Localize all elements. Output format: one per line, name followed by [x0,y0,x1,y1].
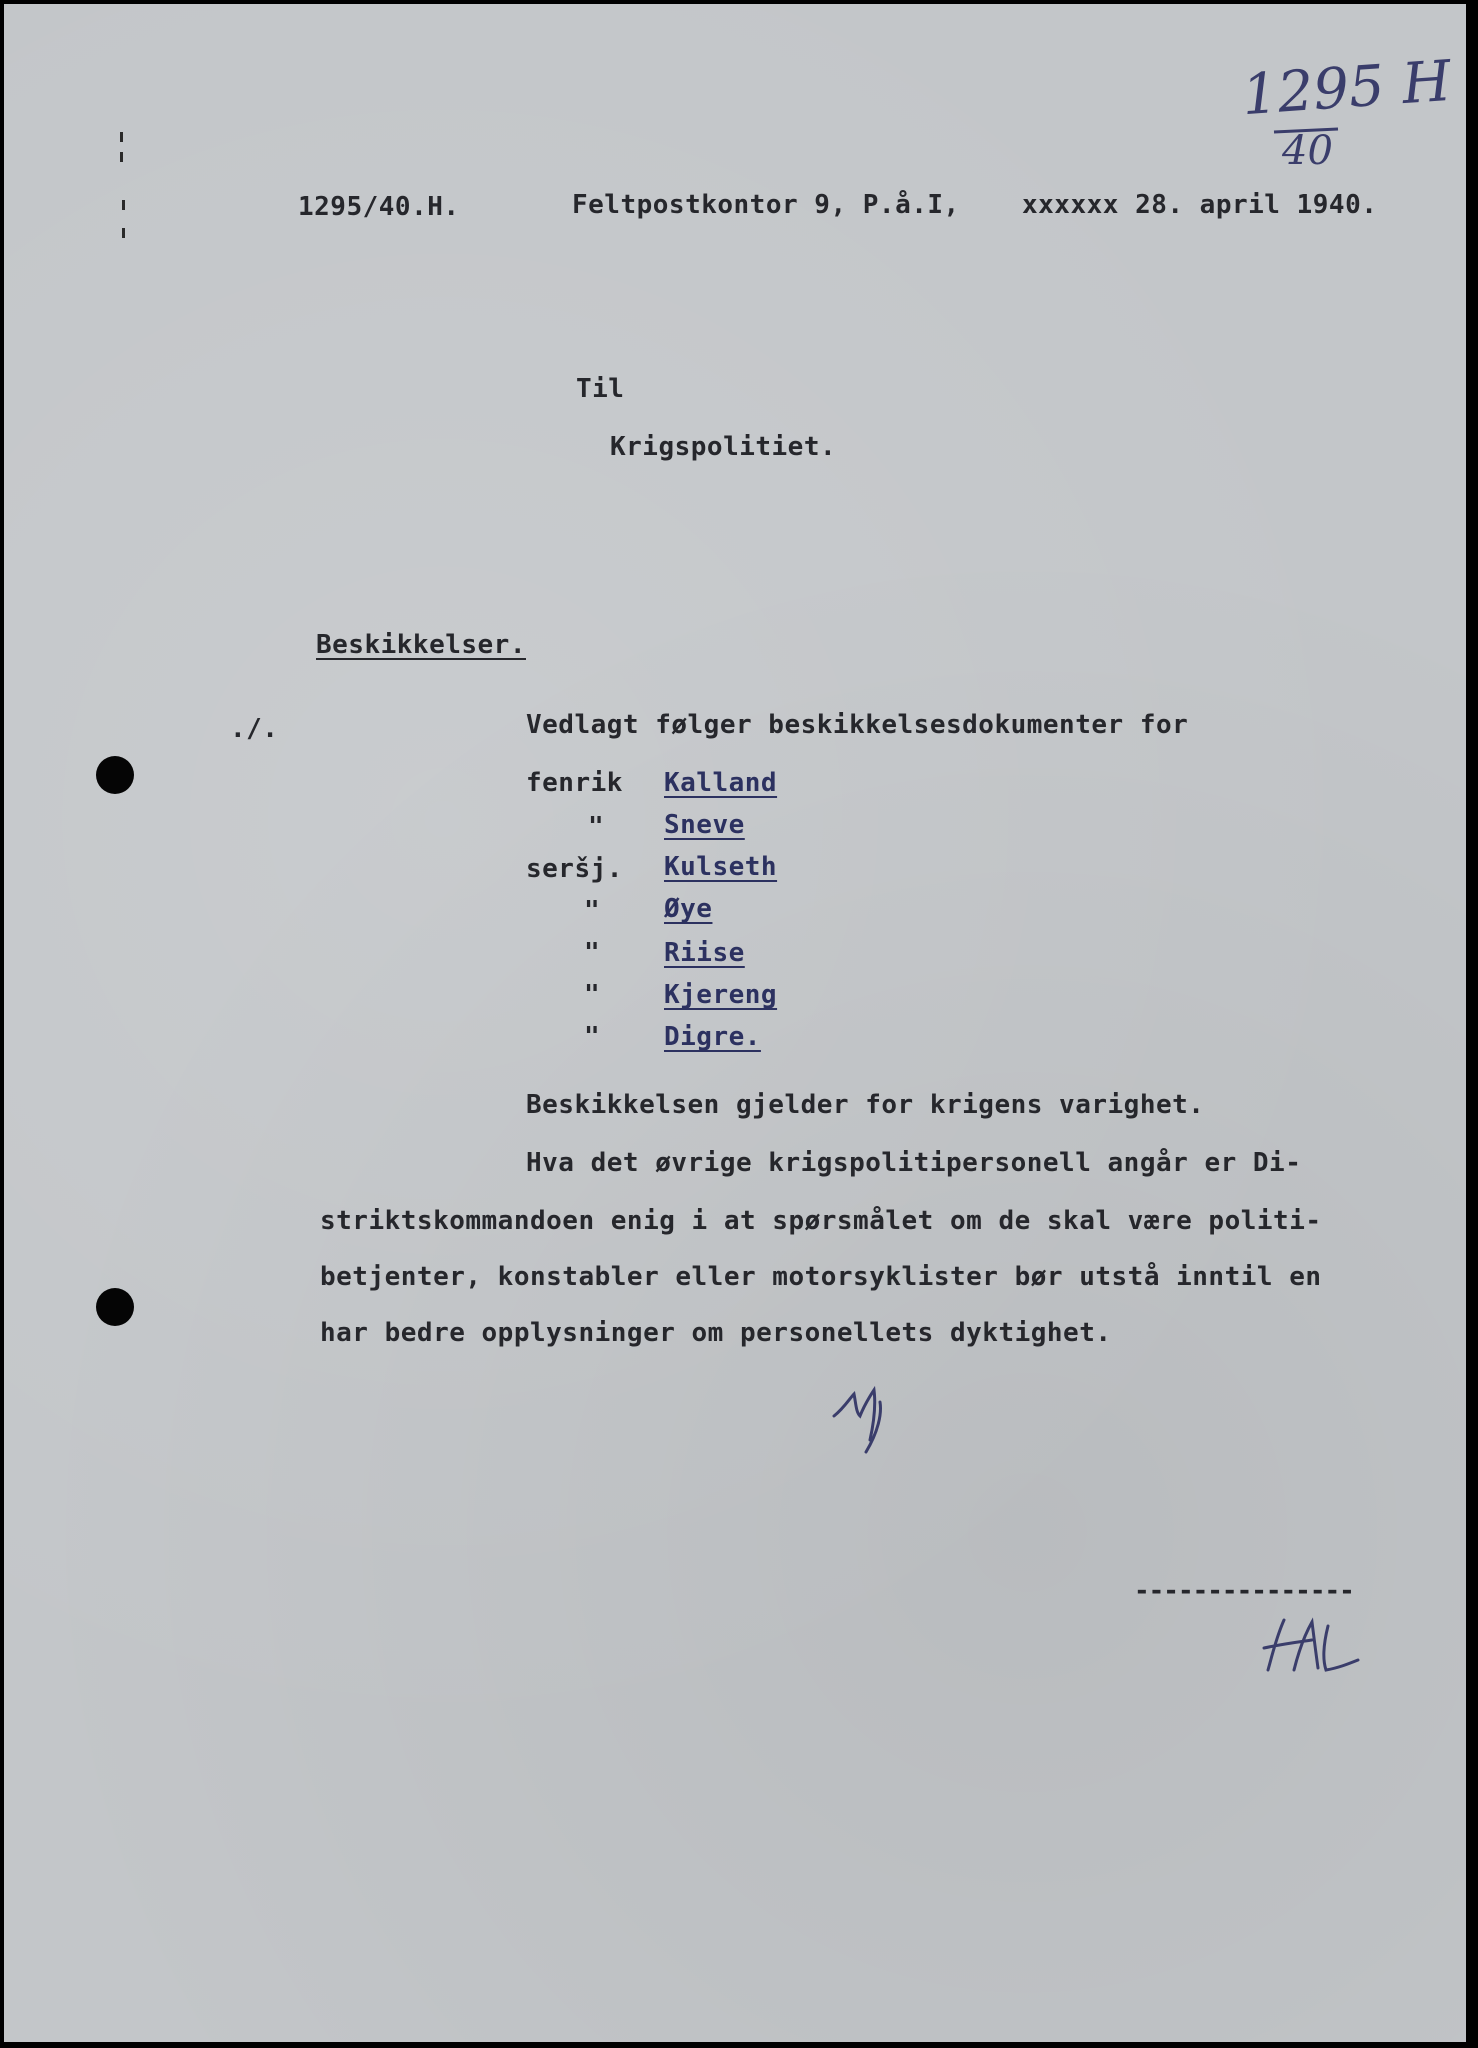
appointment-name: Øye [664,894,713,924]
enclosure-mark: ./. [230,714,279,744]
binder-mark [122,228,125,238]
appointment-rank: " [584,1022,601,1052]
paragraph-line: Hva det øvrige krigspolitipersonell angår er Di- [526,1148,1302,1178]
sender-place: Feltpostkontor 9, P.å.I, [572,190,960,220]
binder-mark [120,132,123,142]
punch-hole-top [96,756,134,794]
appointment-rank: " [584,980,601,1010]
appointment-rank: seršj. [526,854,623,884]
letter-date: xxxxxx 28. april 1940. [1022,190,1378,220]
appointment-name: Riise [664,938,745,968]
initials-signature [830,1380,910,1460]
subject-heading: Beskikkelser. [316,630,526,660]
reference-number: 1295/40.H. [298,192,460,222]
document-page [4,4,1466,2042]
validity-statement: Beskikkelsen gjelder for krigens varighet. [526,1090,1205,1120]
paragraph-line: har bedre opplysninger om personellets dyktighet. [320,1318,1112,1348]
paragraph-line: betjenter, konstabler eller motorsyklister bør utstå inntil en [320,1262,1322,1292]
appointment-name: Sneve [664,810,745,840]
body-intro: Vedlagt følger beskikkelsesdokumenter for [526,710,1189,740]
appointment-rank: fenrik [526,768,623,798]
binder-mark [120,152,123,162]
signature-line: --------------- [1134,1576,1354,1606]
punch-hole-bottom [96,1288,134,1326]
appointment-rank: " [584,896,601,926]
paragraph-line: striktskommandoen enig i at spørsmålet om de skal være politi- [320,1206,1322,1236]
appointment-rank: " [584,938,601,968]
appointment-name: Kulseth [664,852,778,882]
appointment-name: Kjereng [664,980,778,1010]
binder-mark [122,200,125,210]
recipient-name: Krigspolitiet. [610,432,837,462]
handwritten-signature [1254,1608,1384,1688]
appointment-name: Kalland [664,768,778,798]
archive-number-annotation: 1295 H [1239,48,1454,129]
recipient-prefix: Til [576,374,625,404]
appointment-name: Digre. [664,1022,761,1052]
appointment-rank: " [588,812,605,842]
archive-fraction-annotation: 40 [1282,128,1333,174]
